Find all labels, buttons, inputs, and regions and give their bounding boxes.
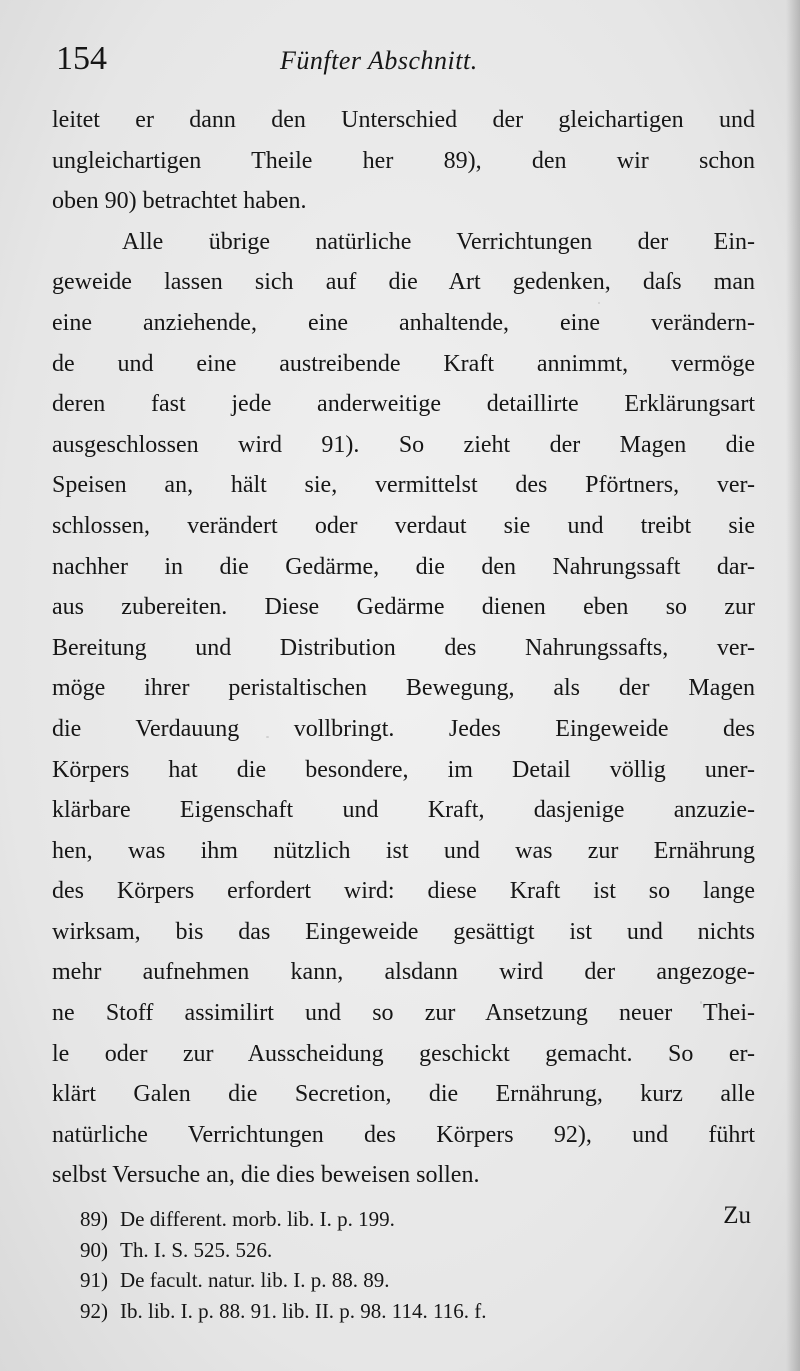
text-line: wirksam, bis das Eingeweide gesättigt ist und nichts bbox=[52, 918, 755, 945]
text-line: de und eine austreibende Kraft annimmt, vermöge bbox=[52, 350, 755, 377]
text-line: natürliche Verrichtungen des Körpers 92), und führt bbox=[52, 1121, 755, 1148]
text-line: Körpers hat die besondere, im Detail völlig uner- bbox=[52, 756, 755, 783]
text-line: le oder zur Ausscheidung geschickt gemacht. So er- bbox=[52, 1040, 755, 1067]
text-line: hen, was ihm nützlich ist und was zur Ernährung bbox=[52, 837, 755, 864]
text-line: geweide lassen sich auf die Art gedenken, daſs man bbox=[52, 269, 755, 296]
text-line: des Körpers erfordert wird: diese Kraft ist so lange bbox=[52, 878, 755, 905]
text-line: klärt Galen die Secretion, die Ernährung, kurz alle bbox=[52, 1081, 755, 1108]
footnotes bbox=[80, 1204, 740, 1326]
text-line: Bereitung und Distribution des Nahrungssafts, ver- bbox=[52, 634, 755, 661]
paper-speck bbox=[150, 1180, 153, 1183]
footnote-text: Ib. lib. I. p. 88. 91. lib. II. p. 98. 114. 116. f. bbox=[120, 1298, 487, 1323]
paper-speck bbox=[412, 118, 415, 121]
body-text bbox=[52, 100, 755, 1236]
page-edge-shadow bbox=[786, 0, 800, 1371]
paper-speck bbox=[266, 736, 269, 738]
footnote-text: Th. I. S. 525. 526. bbox=[120, 1237, 273, 1262]
text-line: deren fast jede anderweitige detaillirte Erklärungsart bbox=[52, 391, 755, 418]
text-line: ausgeschlossen wird 91). So zieht der Magen die bbox=[52, 431, 755, 458]
text-line: nachher in die Gedärme, die den Nahrungssaft dar- bbox=[52, 553, 755, 580]
footnote-number: 89) bbox=[80, 1207, 108, 1231]
text-line: klärbare Eigenschaft und Kraft, dasjenige anzuzie- bbox=[52, 797, 755, 824]
text-line: ungleichartigen Theile her 89), den wir schon bbox=[52, 147, 755, 174]
text-line: oben 90) betrachtet haben. bbox=[52, 188, 307, 215]
text-line: schlossen, verändert oder verdaut sie und treibt sie bbox=[52, 512, 755, 539]
text-line: möge ihrer peristaltischen Bewegung, als der Magen bbox=[52, 675, 755, 702]
text-line: leitet er dann den Unterschied der gleichartigen und bbox=[52, 107, 755, 133]
footnote-text: De facult. natur. lib. I. p. 88. 89. bbox=[120, 1268, 390, 1292]
footnote-number: 92) bbox=[80, 1298, 108, 1323]
text-line: aus zubereiten. Diese Gedärme dienen eben so zur bbox=[52, 594, 755, 621]
footnote bbox=[80, 1296, 740, 1327]
text-line: eine anziehende, eine anhaltende, eine verändern- bbox=[52, 309, 755, 336]
text-line: ne Stoff assimilirt und so zur Ansetzung neuer Thei- bbox=[52, 1000, 755, 1027]
footnote-number: 91) bbox=[80, 1268, 108, 1292]
footnote bbox=[80, 1265, 740, 1296]
footnote-number: 90) bbox=[80, 1237, 108, 1262]
footnote-text: De different. morb. lib. I. p. 199. bbox=[120, 1207, 395, 1231]
text-line: selbst Versuche an, die dies beweisen sollen. bbox=[52, 1162, 480, 1189]
page-number: 154 bbox=[56, 40, 107, 77]
text-line: Speisen an, hält sie, vermittelst des Pförtners, ver- bbox=[52, 472, 755, 499]
text-line: mehr aufnehmen kann, alsdann wird der angezoge- bbox=[52, 959, 755, 986]
text-line: die Verdauung vollbringt. Jedes Eingeweide des bbox=[52, 715, 755, 742]
paper-speck bbox=[700, 1001, 702, 1004]
catchword: Zu bbox=[723, 1202, 751, 1230]
page-header bbox=[52, 40, 752, 86]
footnote bbox=[80, 1204, 740, 1235]
paper-speck bbox=[598, 302, 600, 304]
running-head: Fünfter Abschnitt. bbox=[280, 46, 478, 75]
footnote bbox=[80, 1235, 740, 1266]
text-line: Alle übrige natürliche Verrichtungen der Ein- bbox=[122, 228, 755, 255]
